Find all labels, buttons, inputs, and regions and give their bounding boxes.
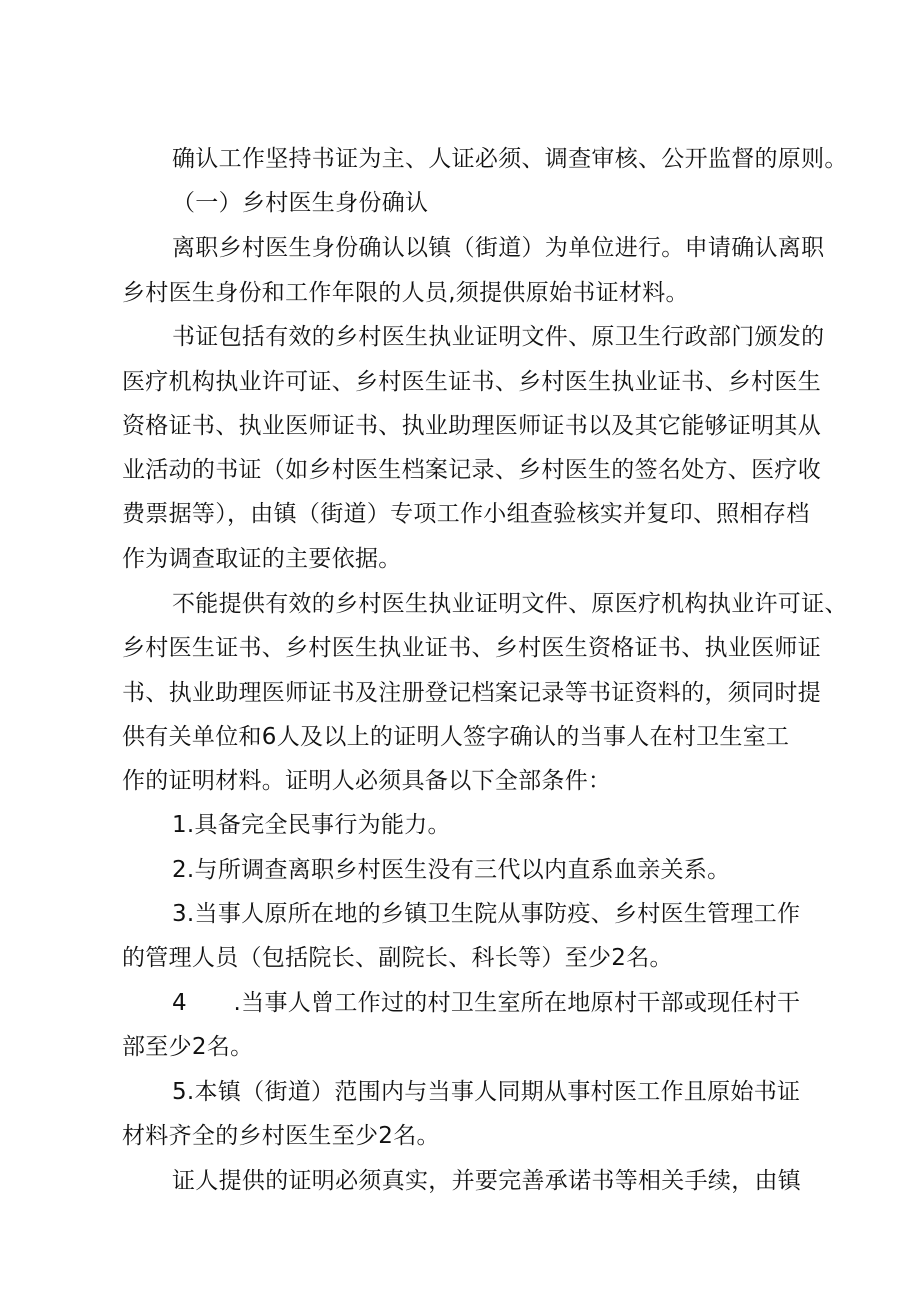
list-item: 2.与所调查离职乡村医生没有三代以内直系血亲关系。: [172, 857, 731, 883]
list-item-continuation: 部至少2名。: [122, 1034, 254, 1060]
paragraph-line: 离职乡村医生身份确认以镇（街道）为单位进行。申请确认离职: [172, 235, 825, 261]
paragraph-line: 作的证明材料。证明人必须具备以下全部条件：: [122, 768, 612, 794]
paragraph-line: 业活动的书证（如乡村医生档案记录、乡村医生的签名处方、医疗收: [122, 457, 821, 483]
paragraph-line: 乡村医生证书、乡村医生执业证书、乡村医生资格证书、执业医师证: [122, 635, 821, 661]
paragraph-line: 作为调查取证的主要依据。: [122, 546, 402, 572]
paragraph-line: 书、执业助理医师证书及注册登记档案记录等书证资料的，须同时提: [122, 680, 821, 706]
list-item: 5.本镇（街道）范围内与当事人同期从事村医工作且原始书证: [172, 1079, 801, 1105]
section-heading: （一）乡村医生身份确认: [172, 190, 429, 216]
list-item-continuation: 的管理人员（包括院长、副院长、科长等）至少2名。: [122, 945, 673, 971]
paragraph-line: 书证包括有效的乡村医生执业证明文件、原卫生行政部门颁发的: [172, 324, 825, 350]
paragraph-line: 证人提供的证明必须真实，并要完善承诺书等相关手续，由镇: [172, 1168, 802, 1194]
list-item: 4 .当事人曾工作过的村卫生室所在地原村干部或现任村干: [172, 990, 801, 1016]
list-item: 3.当事人原所在地的乡镇卫生院从事防疫、乡村医生管理工作: [172, 901, 801, 927]
paragraph-line: 供有关单位和6人及以上的证明人签字确认的当事人在村卫生室工: [122, 724, 790, 750]
paragraph-line: 医疗机构执业许可证、乡村医生证书、乡村医生执业证书、乡村医生: [122, 369, 821, 395]
paragraph-line: 乡村医生身份和工作年限的人员,须提供原始书证材料。: [122, 280, 689, 306]
list-item: 1.具备完全民事行为能力。: [172, 812, 451, 838]
paragraph-line: 确认工作坚持书证为主、人证必须、调查审核、公开监督的原则。: [172, 146, 848, 172]
paragraph-line: 资格证书、执业医师证书、执业助理医师证书以及其它能够证明其从: [122, 413, 821, 439]
list-item-continuation: 材料齐全的乡村医生至少2名。: [122, 1123, 440, 1149]
paragraph-line: 不能提供有效的乡村医生执业证明文件、原医疗机构执业许可证、: [172, 591, 848, 617]
paragraph-line: 费票据等），由镇（街道）专项工作小组查验核实并复印、照相存档: [122, 501, 810, 527]
